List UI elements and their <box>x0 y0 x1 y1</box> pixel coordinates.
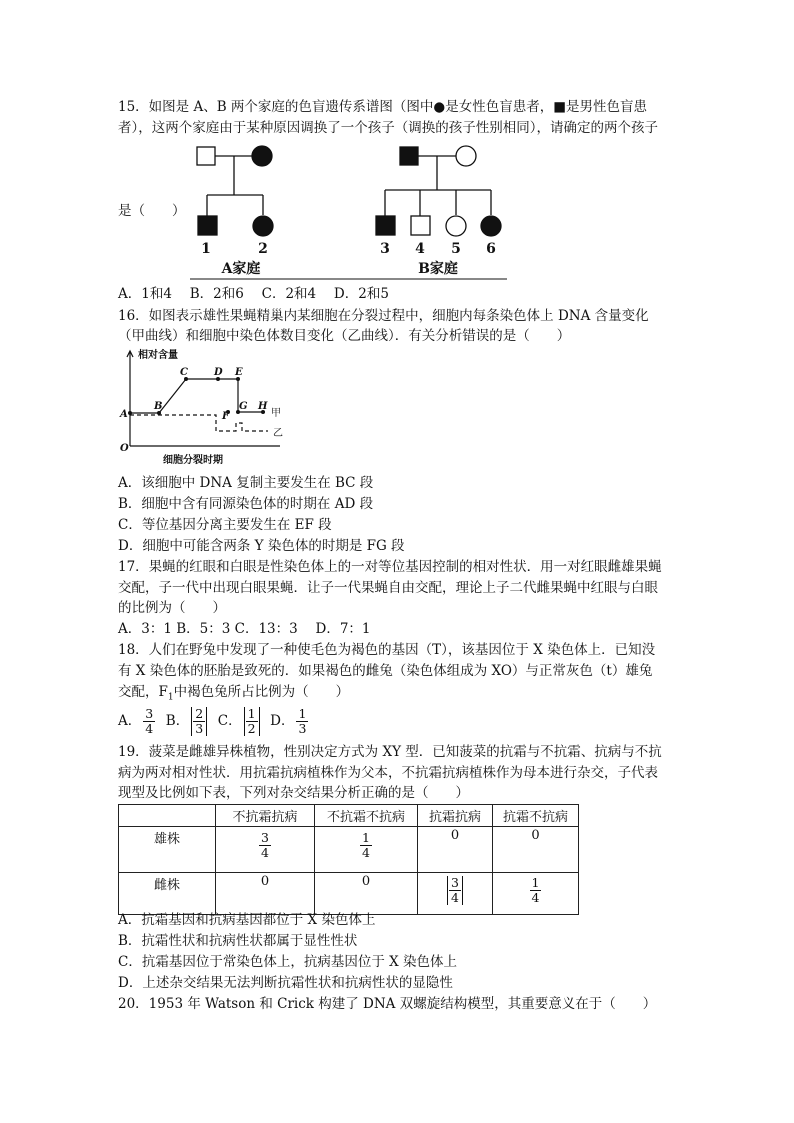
b-child-3 <box>376 216 395 235</box>
q18-opt-a-frac: $\frac{3}{4}$ <box>145 706 154 736</box>
q18-options <box>118 705 310 737</box>
q19-line3: 现型及比例如下表，下列对杂交结果分析正确的是（ ） <box>118 785 469 801</box>
q19-option-d: D．上述杂交结果无法判断抗霜性状和抗病性状的显隐性 <box>118 975 453 991</box>
q18-opt-b-frac: $\frac{2}{3}$ <box>191 707 207 736</box>
row-name: 雌株 <box>119 873 216 915</box>
q16-line2: （甲曲线）和细胞中染色体数目变化（乙曲线）．有关分析错误的是（ ） <box>118 328 571 344</box>
point-f: F <box>222 411 230 422</box>
q17-line2: 交配，子一代中出现白眼果蝇．让子一代果蝇自由交配，理论上子二代雌果蝇中红眼与白眼 <box>118 580 658 596</box>
q18-opt-c-frac: $\frac{1}{2}$ <box>244 707 260 736</box>
a-child-2 <box>253 216 273 236</box>
point-a: A <box>120 409 128 420</box>
b-child-6 <box>481 216 501 236</box>
q16-option-c: C．等位基因分离主要发生在 EF 段 <box>118 517 332 533</box>
row-name: 雄株 <box>119 827 216 873</box>
q18-line3-post: 中褐色兔所占比例为（ ） <box>173 684 350 700</box>
q20-line1: 20．1953 年 Watson 和 Crick 构建了 DNA 双螺旋结构模型，其重要意义在于（ ） <box>118 996 657 1012</box>
q16-option-d: D．细胞中可能含两条 Y 染色体的时期是 FG 段 <box>118 538 405 554</box>
child-num-3: 3 <box>380 241 390 257</box>
point-h: H <box>258 401 268 412</box>
graph-xlabel: 细胞分裂时期 <box>163 455 223 466</box>
q18-opt-b-label: B． <box>165 713 190 729</box>
table-header-cell: 不抗霜抗病 <box>216 805 315 827</box>
table-cell: 0 <box>315 873 418 915</box>
table-cell: $\frac{1}{4}$ <box>315 827 418 873</box>
b-father <box>400 147 418 165</box>
q18-opt-d-frac: $\frac{1}{3}$ <box>298 706 307 736</box>
q18-line1: 18．人们在野兔中发现了一种使毛色为褐色的基因（T），该基因位于 X 染色体上．已知没 <box>118 642 656 658</box>
b-mother <box>456 146 476 166</box>
table-cell: 0 <box>216 873 315 915</box>
child-num-6: 6 <box>486 241 496 257</box>
table-row <box>119 827 579 873</box>
table-cell: 0 <box>493 827 579 873</box>
curve2-label: 乙 <box>273 428 283 439</box>
graph-origin: O <box>120 443 129 454</box>
q19-line1: 19．菠菜是雌雄异株植物，性别决定方式为 XY 型．已知菠菜的抗霜与不抗霜、抗病与不抗 <box>118 744 662 760</box>
table-header-cell: 抗霜不抗病 <box>493 805 579 827</box>
child-num-4: 4 <box>415 241 425 257</box>
b-child-5 <box>446 216 466 236</box>
q18-opt-a-label: A． <box>118 713 142 729</box>
table-cell: $\frac{3}{4}$ <box>418 873 493 915</box>
q19-line2: 病为两对相对性状．用抗霜抗病植株作为父本，不抗霜抗病植株作为母本进行杂交，子代表 <box>118 765 658 781</box>
pedigree-diagram <box>185 140 510 282</box>
q19-option-a: A．抗霜基因和抗病基因都位于 X 染色体上 <box>118 912 376 928</box>
q18-line3-sub: 1 <box>167 692 174 703</box>
family-a-label: A家庭 <box>221 261 261 277</box>
a-father <box>197 147 215 165</box>
q18-line3 <box>118 682 349 708</box>
point-b: B <box>154 401 163 412</box>
q16-option-a: A．该细胞中 DNA 复制主要发生在 BC 段 <box>118 475 374 491</box>
q15-options: A．1和4 B．2和6 C．2和4 D．2和5 <box>118 286 389 302</box>
q19-option-c: C．抗霜基因位于常染色体上，抗病基因位于 X 染色体上 <box>118 954 458 970</box>
q18-line3-pre: 交配，F <box>118 684 168 700</box>
point-e: E <box>235 367 243 378</box>
q18-line2: 有 X 染色体的胚胎是致死的．如果褐色的雌兔（染色体组成为 XO）与正常灰色（t）雄兔 <box>118 663 653 679</box>
curve1-label: 甲 <box>271 408 281 419</box>
table-header-row <box>119 805 579 827</box>
child-num-1: 1 <box>201 241 211 257</box>
table-cell: $\frac{3}{4}$ <box>216 827 315 873</box>
q17-line1: 17．果蝇的红眼和白眼是性染色体上的一对等位基因控制的相对性状．用一对红眼雌雄果蝇 <box>118 559 662 575</box>
table-row <box>119 873 579 915</box>
q17-options: A．3：1 B．5：3 C．13：3 D．7：1 <box>118 621 371 637</box>
table-cell: 0 <box>418 827 493 873</box>
table-cell: $\frac{1}{4}$ <box>493 873 579 915</box>
graph-ylabel: 相对含量 <box>138 350 178 361</box>
a-mother <box>252 146 272 166</box>
q17-line3: 的比例为（ ） <box>118 600 226 616</box>
q15-line2: 者），这两个家庭由于某种原因调换了一个孩子（调换的孩子性别相同），请确定的两个孩子 <box>118 120 658 136</box>
point-g: G <box>239 401 248 412</box>
q18-opt-c-label: C． <box>217 713 242 729</box>
point-d: D <box>214 367 223 378</box>
q15-line1: 15．如图是 A、B 两个家庭的色盲遗传系谱图（图中●是女性色盲患者，■是男性色盲患 <box>118 99 647 115</box>
q19-option-b: B．抗霜性状和抗病性状都属于显性性状 <box>118 933 358 949</box>
family-b-label: B家庭 <box>418 261 458 277</box>
a-child-1 <box>198 216 217 235</box>
q16-option-b: B．细胞中含有同源染色体的时期在 AD 段 <box>118 496 374 512</box>
table-header-cell <box>119 805 216 827</box>
point-c: C <box>180 367 188 378</box>
q15-line3: 是（ ） <box>118 203 186 219</box>
child-num-2: 2 <box>258 241 268 257</box>
q18-opt-d-label: D． <box>270 713 295 729</box>
q19-table <box>118 804 579 915</box>
child-num-5: 5 <box>451 241 461 257</box>
dna-chromosome-graph <box>118 346 293 468</box>
table-header-cell: 抗霜抗病 <box>418 805 493 827</box>
b-child-4 <box>411 216 430 235</box>
q16-line1: 16．如图表示雄性果蝇精巢内某细胞在分裂过程中，细胞内每条染色体上 DNA 含量变化 <box>118 308 649 324</box>
table-header-cell: 不抗霜不抗病 <box>315 805 418 827</box>
